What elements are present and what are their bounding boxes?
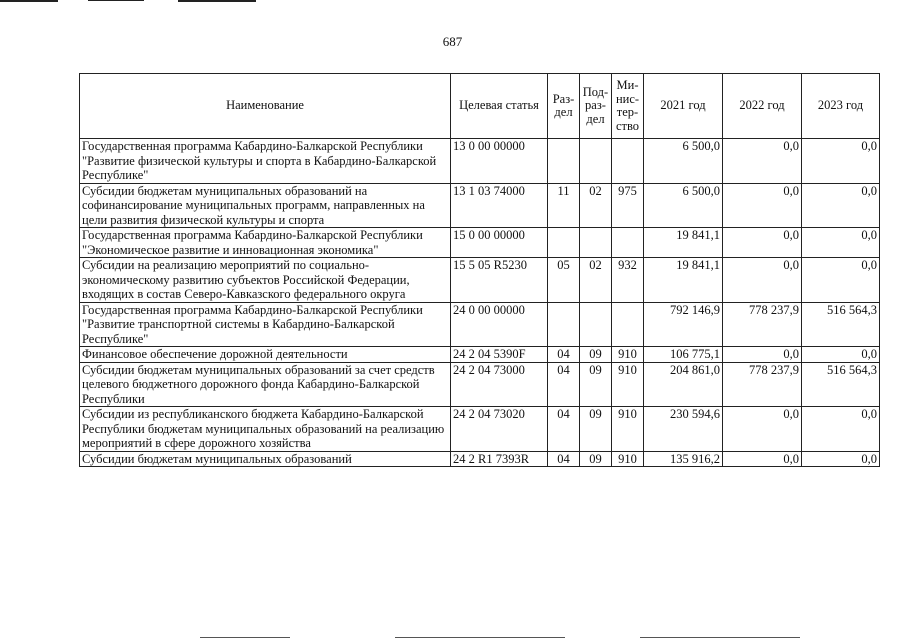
row-name: Государственная программа Кабардино-Балкарской Республики "Развитие транспортной системы в Кабардино-Балкарской Республике" <box>80 302 451 347</box>
row-ministry: 932 <box>612 258 644 303</box>
row-name: Субсидии из республиканского бюджета Кабардино-Балкарской Республики бюджетам муниципальных образований на реализацию мероприятий в сфере дорожного хозяйства <box>80 407 451 452</box>
row-2023: 0,0 <box>802 347 880 363</box>
row-section: 05 <box>548 258 580 303</box>
row-section <box>548 302 580 347</box>
row-ministry <box>612 302 644 347</box>
table-row <box>80 228 880 258</box>
row-target: 15 5 05 R5230 <box>451 258 548 303</box>
row-2022: 0,0 <box>723 228 802 258</box>
page-number: 687 <box>442 34 463 49</box>
scan-edge-line <box>395 637 565 638</box>
table-row <box>80 183 880 228</box>
row-section: 04 <box>548 407 580 452</box>
row-ministry: 975 <box>612 183 644 228</box>
row-subsection: 09 <box>580 407 612 452</box>
scan-edge-line <box>0 0 58 2</box>
row-2023: 0,0 <box>802 451 880 467</box>
row-name: Субсидии бюджетам муниципальных образований на софинансирование муниципальных программ, направленных на цели развития физической культуры и спорта <box>80 183 451 228</box>
row-2023: 0,0 <box>802 407 880 452</box>
row-name: Государственная программа Кабардино-Балкарской Республики "Развитие физической культуры и спорта в Кабардино-Балкарской Республике" <box>80 139 451 184</box>
row-name: Государственная программа Кабардино-Балкарской Республики "Экономическое развитие и инновационная экономика" <box>80 228 451 258</box>
row-target: 13 1 03 74000 <box>451 183 548 228</box>
row-subsection: 09 <box>580 451 612 467</box>
row-subsection <box>580 302 612 347</box>
row-2022: 778 237,9 <box>723 302 802 347</box>
row-name: Субсидии бюджетам муниципальных образований за счет средств целевого бюджетного дорожного фонда Кабардино-Балкарской Республики <box>80 362 451 407</box>
row-2023: 0,0 <box>802 183 880 228</box>
scan-edge-line <box>178 0 256 2</box>
row-2021: 135 916,2 <box>644 451 723 467</box>
row-section: 04 <box>548 347 580 363</box>
row-target: 24 2 04 73020 <box>451 407 548 452</box>
col-header-2023: 2023 год <box>802 74 880 139</box>
table-row <box>80 451 880 467</box>
row-section: 11 <box>548 183 580 228</box>
row-section <box>548 139 580 184</box>
row-target: 24 2 04 73000 <box>451 362 548 407</box>
row-2022: 0,0 <box>723 183 802 228</box>
col-header-subsection: Под-раз-дел <box>580 74 612 139</box>
row-2022: 0,0 <box>723 347 802 363</box>
scan-edge-line <box>200 637 290 638</box>
row-2021: 106 775,1 <box>644 347 723 363</box>
col-header-target: Целевая статья <box>451 74 548 139</box>
row-2021: 792 146,9 <box>644 302 723 347</box>
row-name: Финансовое обеспечение дорожной деятельности <box>80 347 451 363</box>
row-subsection: 09 <box>580 362 612 407</box>
row-2022: 778 237,9 <box>723 362 802 407</box>
row-2023: 0,0 <box>802 258 880 303</box>
row-ministry: 910 <box>612 362 644 407</box>
row-target: 24 2 R1 7393R <box>451 451 548 467</box>
row-ministry: 910 <box>612 407 644 452</box>
row-ministry: 910 <box>612 451 644 467</box>
table-row <box>80 362 880 407</box>
col-header-section: Раз-дел <box>548 74 580 139</box>
row-subsection <box>580 139 612 184</box>
row-section: 04 <box>548 451 580 467</box>
row-target: 13 0 00 00000 <box>451 139 548 184</box>
row-subsection: 09 <box>580 347 612 363</box>
row-ministry: 910 <box>612 347 644 363</box>
row-2023: 0,0 <box>802 139 880 184</box>
table-row <box>80 139 880 184</box>
row-name: Субсидии на реализацию мероприятий по социально-экономическому развитию субъектов Российской Федерации, входящих в состав Северо-Кавказского федерального округа <box>80 258 451 303</box>
table-row <box>80 302 880 347</box>
row-subsection: 02 <box>580 183 612 228</box>
row-2021: 230 594,6 <box>644 407 723 452</box>
row-subsection <box>580 228 612 258</box>
col-header-ministry: Ми-нис-тер-ство <box>612 74 644 139</box>
table-row <box>80 258 880 303</box>
col-header-name: Наименование <box>80 74 451 139</box>
row-ministry <box>612 228 644 258</box>
row-2023: 0,0 <box>802 228 880 258</box>
row-target: 24 2 04 5390F <box>451 347 548 363</box>
row-2023: 516 564,3 <box>802 362 880 407</box>
row-2022: 0,0 <box>723 139 802 184</box>
col-header-2022: 2022 год <box>723 74 802 139</box>
row-2023: 516 564,3 <box>802 302 880 347</box>
row-subsection: 02 <box>580 258 612 303</box>
budget-table <box>79 73 880 467</box>
row-2021: 19 841,1 <box>644 258 723 303</box>
table-header-row <box>80 74 880 139</box>
row-2022: 0,0 <box>723 407 802 452</box>
table-row <box>80 347 880 363</box>
row-target: 15 0 00 00000 <box>451 228 548 258</box>
row-2021: 204 861,0 <box>644 362 723 407</box>
row-2022: 0,0 <box>723 258 802 303</box>
col-header-2021: 2021 год <box>644 74 723 139</box>
row-section <box>548 228 580 258</box>
table-row <box>80 407 880 452</box>
row-2021: 6 500,0 <box>644 183 723 228</box>
scan-edge-line <box>88 0 144 1</box>
row-2021: 19 841,1 <box>644 228 723 258</box>
row-target: 24 0 00 00000 <box>451 302 548 347</box>
row-ministry <box>612 139 644 184</box>
row-name: Субсидии бюджетам муниципальных образований <box>80 451 451 467</box>
row-2021: 6 500,0 <box>644 139 723 184</box>
row-section: 04 <box>548 362 580 407</box>
scan-edge-line <box>640 637 800 638</box>
row-2022: 0,0 <box>723 451 802 467</box>
